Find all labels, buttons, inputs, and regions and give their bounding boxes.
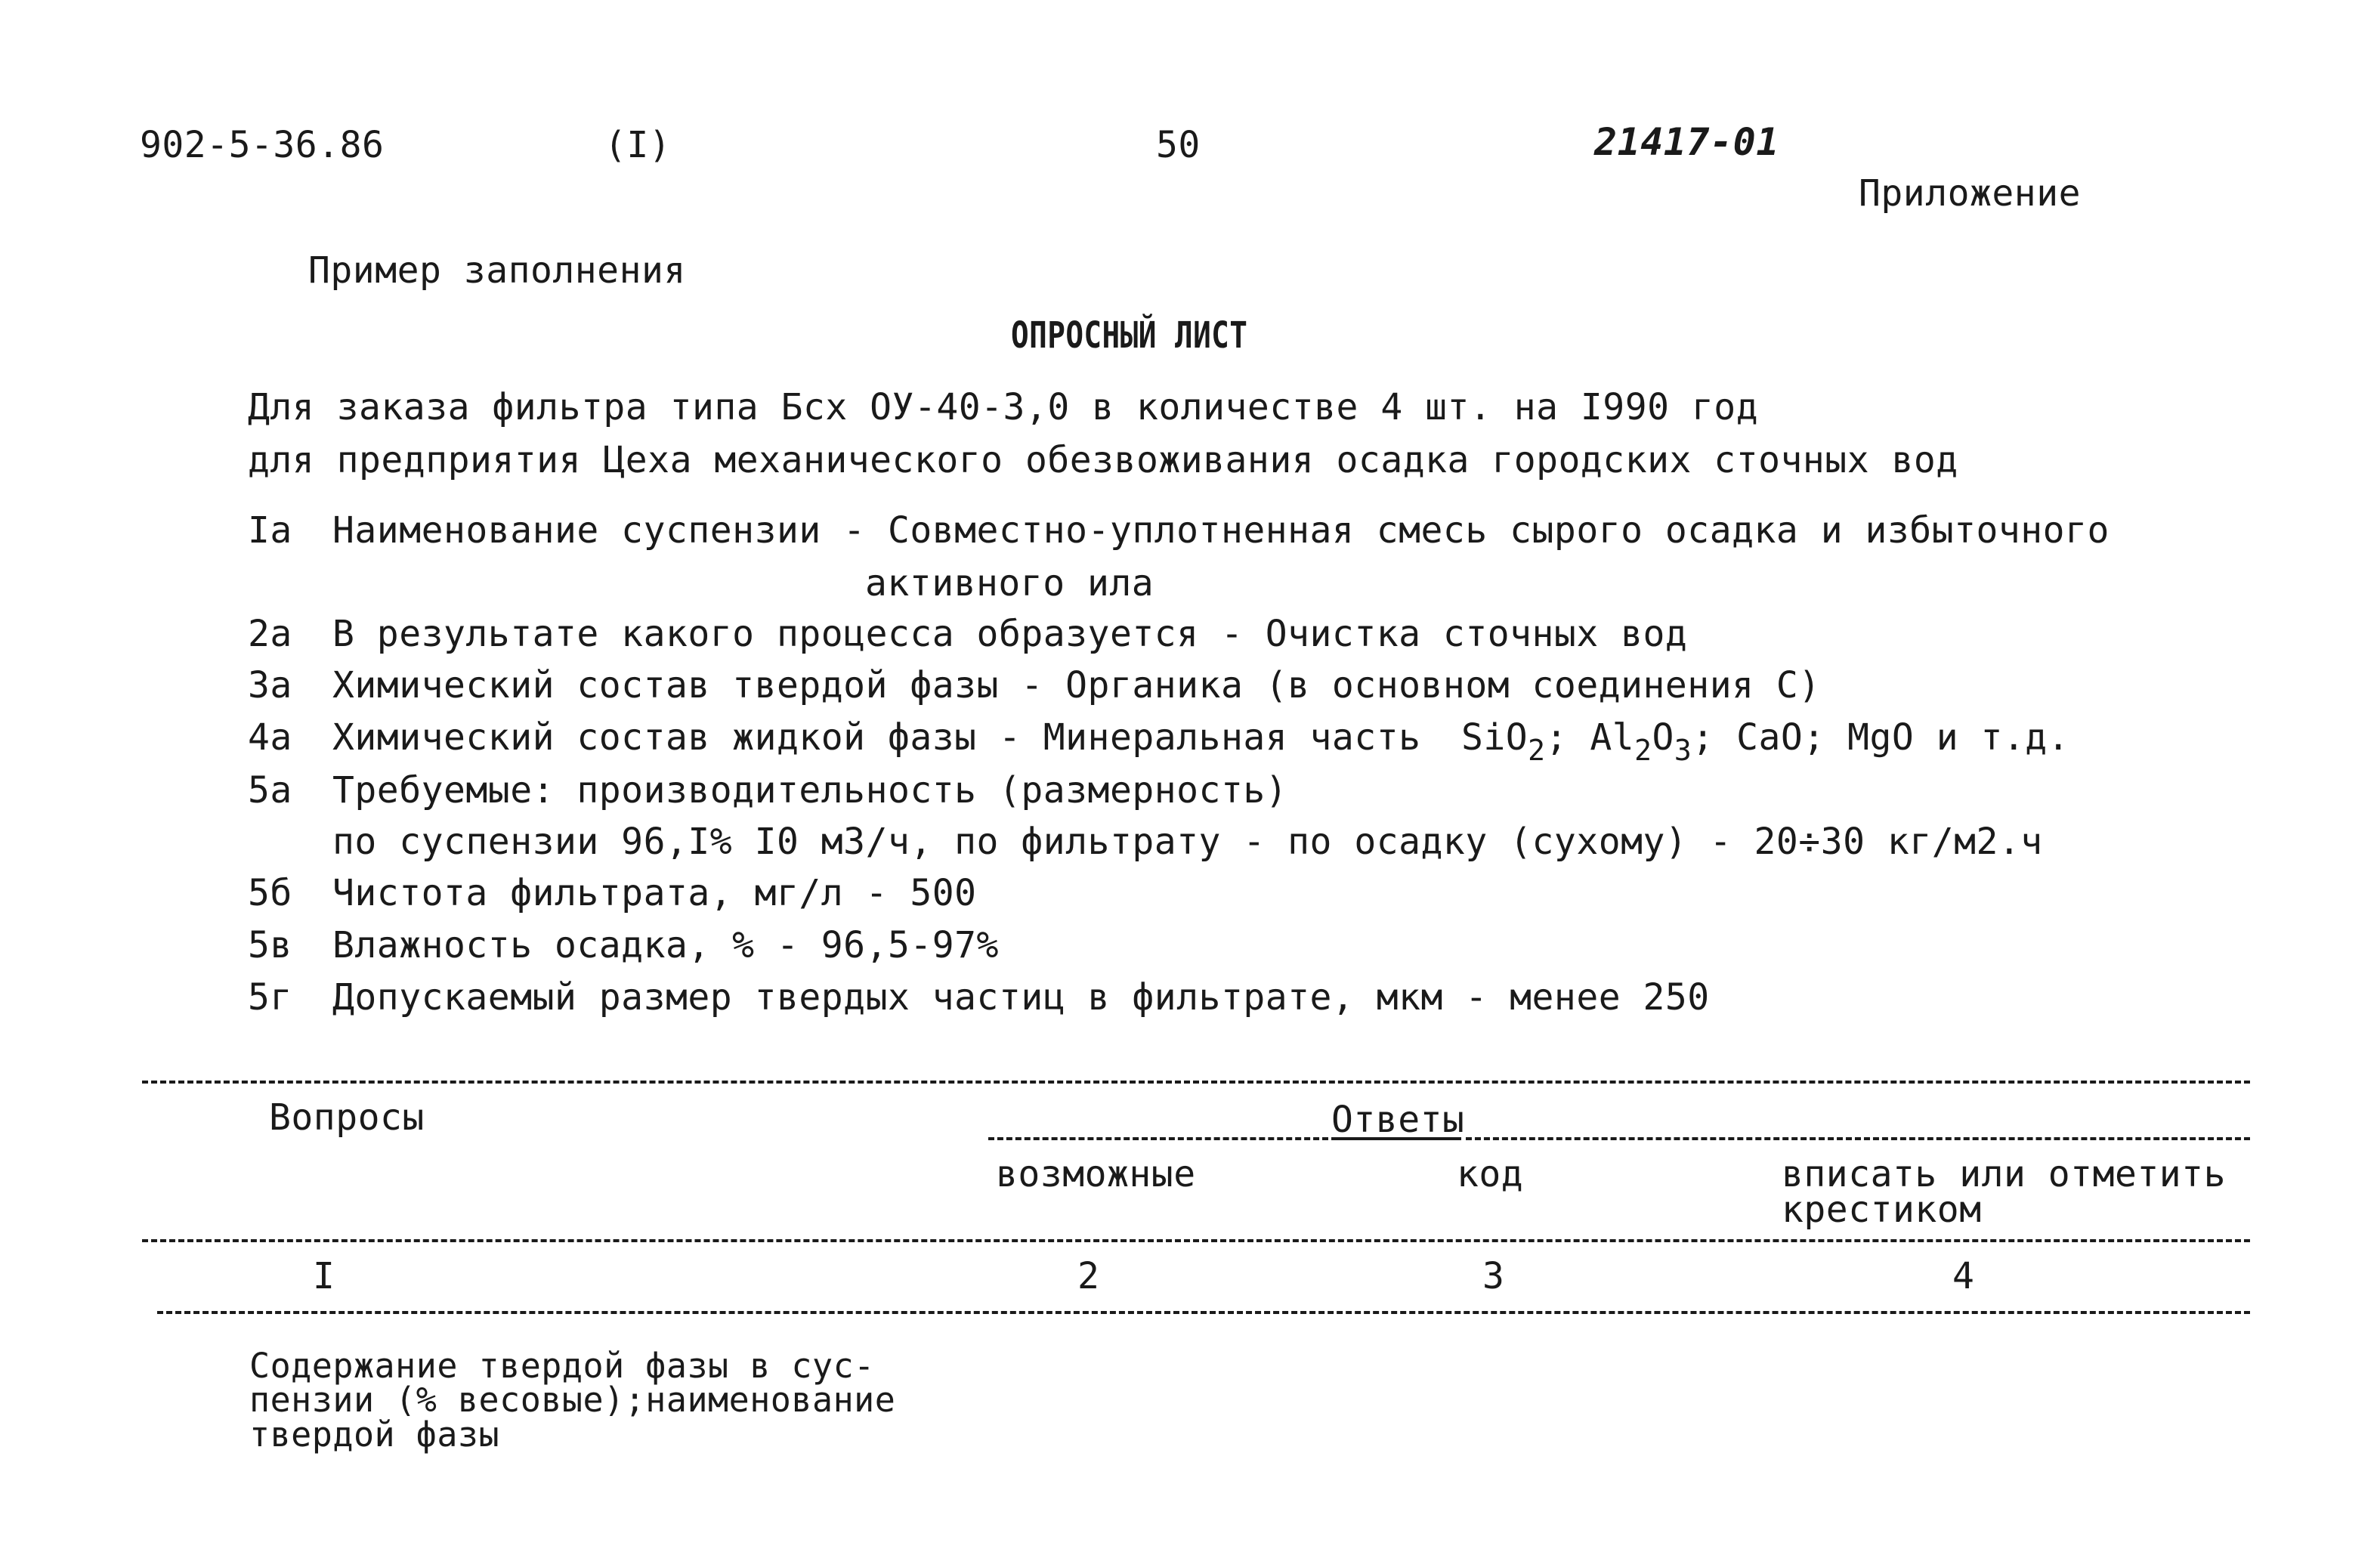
intro-line-enterprise: для предприятия Цеха механического обезвоживания осадка городских сточных вод xyxy=(248,439,1958,481)
item-number: 5б xyxy=(248,872,292,914)
subheader-possible: возможные xyxy=(996,1153,1196,1195)
item-solid-phase-composition: Химический состав твердой фазы - Органика (в основном соединения С) xyxy=(332,664,1821,706)
item-suspension-name: Наименование суспензии - Совместно-уплотненная смесь сырого осадка и избыточного xyxy=(332,509,2110,552)
formula-sio2: SiO$_2$ xyxy=(1460,716,1546,767)
header-bottom-rule xyxy=(142,1239,2250,1242)
item-filtrate-purity: Чистота фильтрата, мг/л - 500 xyxy=(332,872,977,914)
formula-cao-mgo: ; CaO; MgO и т.д. xyxy=(1692,716,2070,759)
item-liquid-phase-label: Химический состав жидкой фазы - Минеральная часть xyxy=(332,716,1421,759)
answers-rule-right xyxy=(1466,1137,2250,1140)
sample-note: Пример заполнения xyxy=(308,249,686,292)
item-number: 5в xyxy=(248,924,292,966)
item-liquid-phase-composition xyxy=(332,716,2070,767)
item-number: 5г xyxy=(248,976,292,1019)
column-header-questions: Вопросы xyxy=(269,1096,425,1139)
item-number: 2а xyxy=(248,613,292,655)
table-row-question-cont: пензии (% весовые);наименование xyxy=(249,1380,896,1420)
column-header-answers: Ответы xyxy=(1331,1099,1465,1141)
page-title: ОПРОСНЫЙ ЛИСТ xyxy=(1011,314,1248,357)
column-number-3: 3 xyxy=(1482,1255,1505,1297)
intro-line-order: Для заказа фильтра типа Бсх ОУ-40-3,0 в количестве 4 шт. на I990 год xyxy=(248,386,1759,428)
item-required-capacity-values: по суспензии 96,I% I0 м3/ч, по фильтрату - по осадку (сухому) - 20÷30 кг/м2.ч xyxy=(332,821,2043,863)
subheader-fill-in: вписать или отметить xyxy=(1782,1153,2226,1195)
item-particle-size: Допускаемый размер твердых частиц в фильтрате, мкм - менее 250 xyxy=(332,976,1710,1019)
doc-number: 902-5-36.86 xyxy=(140,124,385,166)
item-number: Iа xyxy=(248,509,292,552)
item-number: 3а xyxy=(248,664,292,706)
answers-rule-left xyxy=(988,1137,1328,1140)
item-formation-process: В результате какого процесса образуется - Очистка сточных вод xyxy=(332,613,1688,655)
subheader-code: код xyxy=(1457,1153,1524,1195)
formula-al2o3: ; $Al_2O_3$ xyxy=(1545,716,1692,767)
column-number-2: 2 xyxy=(1077,1255,1100,1297)
volume-number: (I) xyxy=(604,124,672,166)
inventory-stamp: 21417-01 xyxy=(1594,120,1779,164)
column-number-4: 4 xyxy=(1952,1255,1975,1297)
subheader-fill-in-cont: крестиком xyxy=(1782,1189,1982,1231)
appendix-label: Приложение xyxy=(1859,172,2081,215)
item-number: 4а xyxy=(248,716,292,759)
item-number: 5а xyxy=(248,769,292,812)
table-row-question-cont: твердой фазы xyxy=(249,1415,500,1455)
item-sludge-moisture: Влажность осадка, % - 96,5-97% xyxy=(332,924,999,966)
page-number: 50 xyxy=(1156,124,1201,166)
numbers-bottom-rule xyxy=(157,1311,2250,1314)
table-top-rule xyxy=(142,1081,2250,1084)
table-row-question: Содержание твердой фазы в сус- xyxy=(249,1346,875,1386)
item-required-capacity: Требуемые: производительность (размерность) xyxy=(332,769,1288,812)
item-suspension-name-cont: активного ила xyxy=(865,562,1154,604)
answers-underline xyxy=(1331,1137,1461,1140)
column-number-1: I xyxy=(313,1255,335,1297)
